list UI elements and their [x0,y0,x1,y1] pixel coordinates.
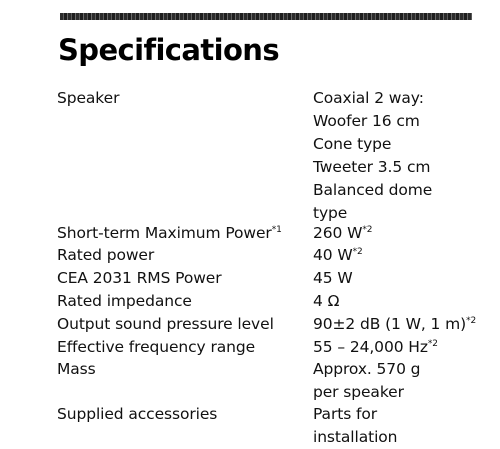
spec-value-line: Coaxial 2 way: [313,89,424,107]
spec-label-text: Supplied accessories [57,405,218,423]
spec-value-line: Parts for [313,405,378,423]
footnote-marker: *2 [427,339,438,349]
spec-label-text: Rated impedance [57,292,192,310]
spec-value-short-term-max-power [313,222,372,245]
spec-value-frequency-range [313,336,438,359]
spec-value-line: Balanced dome [313,181,433,199]
spec-label-text: Output sound pressure level [57,315,274,333]
spec-value-cea-rms-power [313,267,353,290]
spec-value-line: installation [313,428,398,446]
footnote-marker: *2 [466,316,477,326]
spec-value-line: type [313,204,348,222]
spec-label-text: Short-term Maximum Power [57,224,272,242]
spec-value-line: Woofer 16 cm [313,112,420,130]
spec-label-mass [57,358,96,381]
footnote-marker: *2 [362,225,373,235]
footnote-marker: *1 [271,225,282,235]
spec-label-rated-power [57,244,154,267]
spec-value-line: 4 Ω [313,292,340,310]
spec-value-line: 55 – 24,000 Hz [313,338,428,356]
spec-label-cea-rms-power [57,267,222,290]
spec-label-speaker [57,87,119,110]
spec-value-rated-power [313,244,363,267]
spec-value-line: 260 W [313,224,363,242]
spec-value-rated-impedance [313,290,339,313]
spec-label-text: Mass [57,360,96,378]
spec-label-text: Effective frequency range [57,338,256,356]
spec-value-line: Approx. 570 g [313,360,421,378]
spec-value-line: per speaker [313,383,404,401]
spec-label-frequency-range [57,336,255,359]
spec-value-output-spl [313,313,476,336]
spec-label-short-term-max-power [57,222,282,245]
spec-value-supplied-accessories [313,403,397,449]
spec-value-speaker [313,87,432,225]
footnote-marker: *2 [352,247,363,257]
spec-label-text: Speaker [57,89,120,107]
spec-value-line: Cone type [313,135,392,153]
spec-value-line: 40 W [313,246,353,264]
spec-value-mass [313,358,420,404]
spec-value-line: 45 W [313,269,353,287]
spec-value-line: 90±2 dB (1 W, 1 m) [313,315,467,333]
spec-label-text: CEA 2031 RMS Power [57,269,222,287]
spec-value-line: Tweeter 3.5 cm [313,158,431,176]
spec-label-text: Rated power [57,246,155,264]
spec-label-rated-impedance [57,290,192,313]
spec-label-supplied-accessories [57,403,217,426]
spec-label-output-spl [57,313,274,336]
page-title: Specifications [58,33,279,67]
